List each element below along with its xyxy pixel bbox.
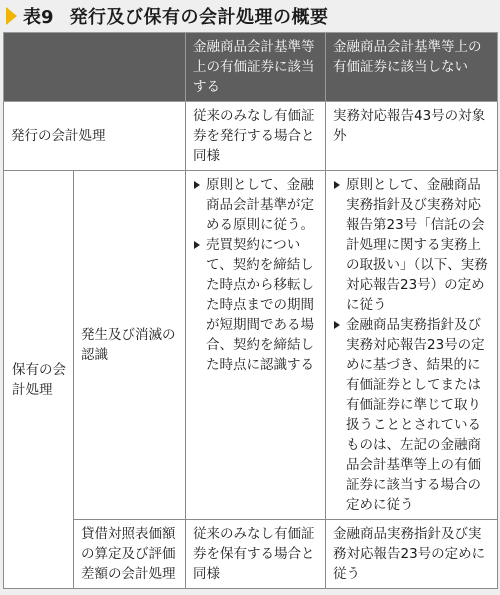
list-item: 原則として、金融商品会計基準が定める原則に従う。 <box>193 175 319 235</box>
table-row-recognition <box>4 171 498 520</box>
holding-category: 保有の会計処理 <box>4 171 74 589</box>
issuance-not-applicable: 実務対応報告43号の対象外 <box>326 102 498 171</box>
issuance-applicable: 従来のみなし有価証券を発行する場合と同様 <box>186 102 326 171</box>
list-item: 売買契約について、契約を締結した時点から移転した時点までの期間が短期間である場合、契約を締結した時点に認識する <box>193 235 319 375</box>
recognition-not-applicable <box>326 171 498 520</box>
header-empty-cell <box>4 33 186 102</box>
header-applicable: 金融商品会計基準等上の有価証券に該当する <box>186 33 326 102</box>
triangle-marker-icon <box>6 7 17 25</box>
issuance-label: 発行の会計処理 <box>4 102 186 171</box>
header-not-applicable: 金融商品会計基準等上の有価証券に該当しない <box>326 33 498 102</box>
list-item: 原則として、金融商品実務指針及び実務対応報告第23号「信託の会計処理に関する実務上の取扱い」（以下、実務対応報告23号）の定めに従う <box>333 175 491 315</box>
list-item: 金融商品実務指針及び実務対応報告23号の定めに基づき、結果的に有価証券としてまたは有価証券に準じて取り扱うこととされているものは、左記の金融商品会計基準等上の有価証券に該当する場合の定めに従う <box>333 315 491 515</box>
recognition-applicable <box>186 171 326 520</box>
recognition-label: 発生及び消滅の認識 <box>74 171 186 520</box>
accounting-summary-table <box>3 32 498 589</box>
valuation-label: 貸借対照表価額の算定及び評価差額の会計処理 <box>74 520 186 589</box>
valuation-not-applicable: 金融商品実務指針及び実務対応報告23号の定めに従う <box>326 520 498 589</box>
page-title: 発行及び保有の会計処理の概要 <box>69 7 329 28</box>
table-row-issuance <box>4 102 498 171</box>
table-row-valuation <box>4 520 498 589</box>
valuation-applicable: 従来のみなし有価証券を保有する場合と同様 <box>186 520 326 589</box>
table-number: 表9 <box>23 7 54 28</box>
table-title <box>0 0 500 32</box>
table-header-row <box>4 33 498 102</box>
